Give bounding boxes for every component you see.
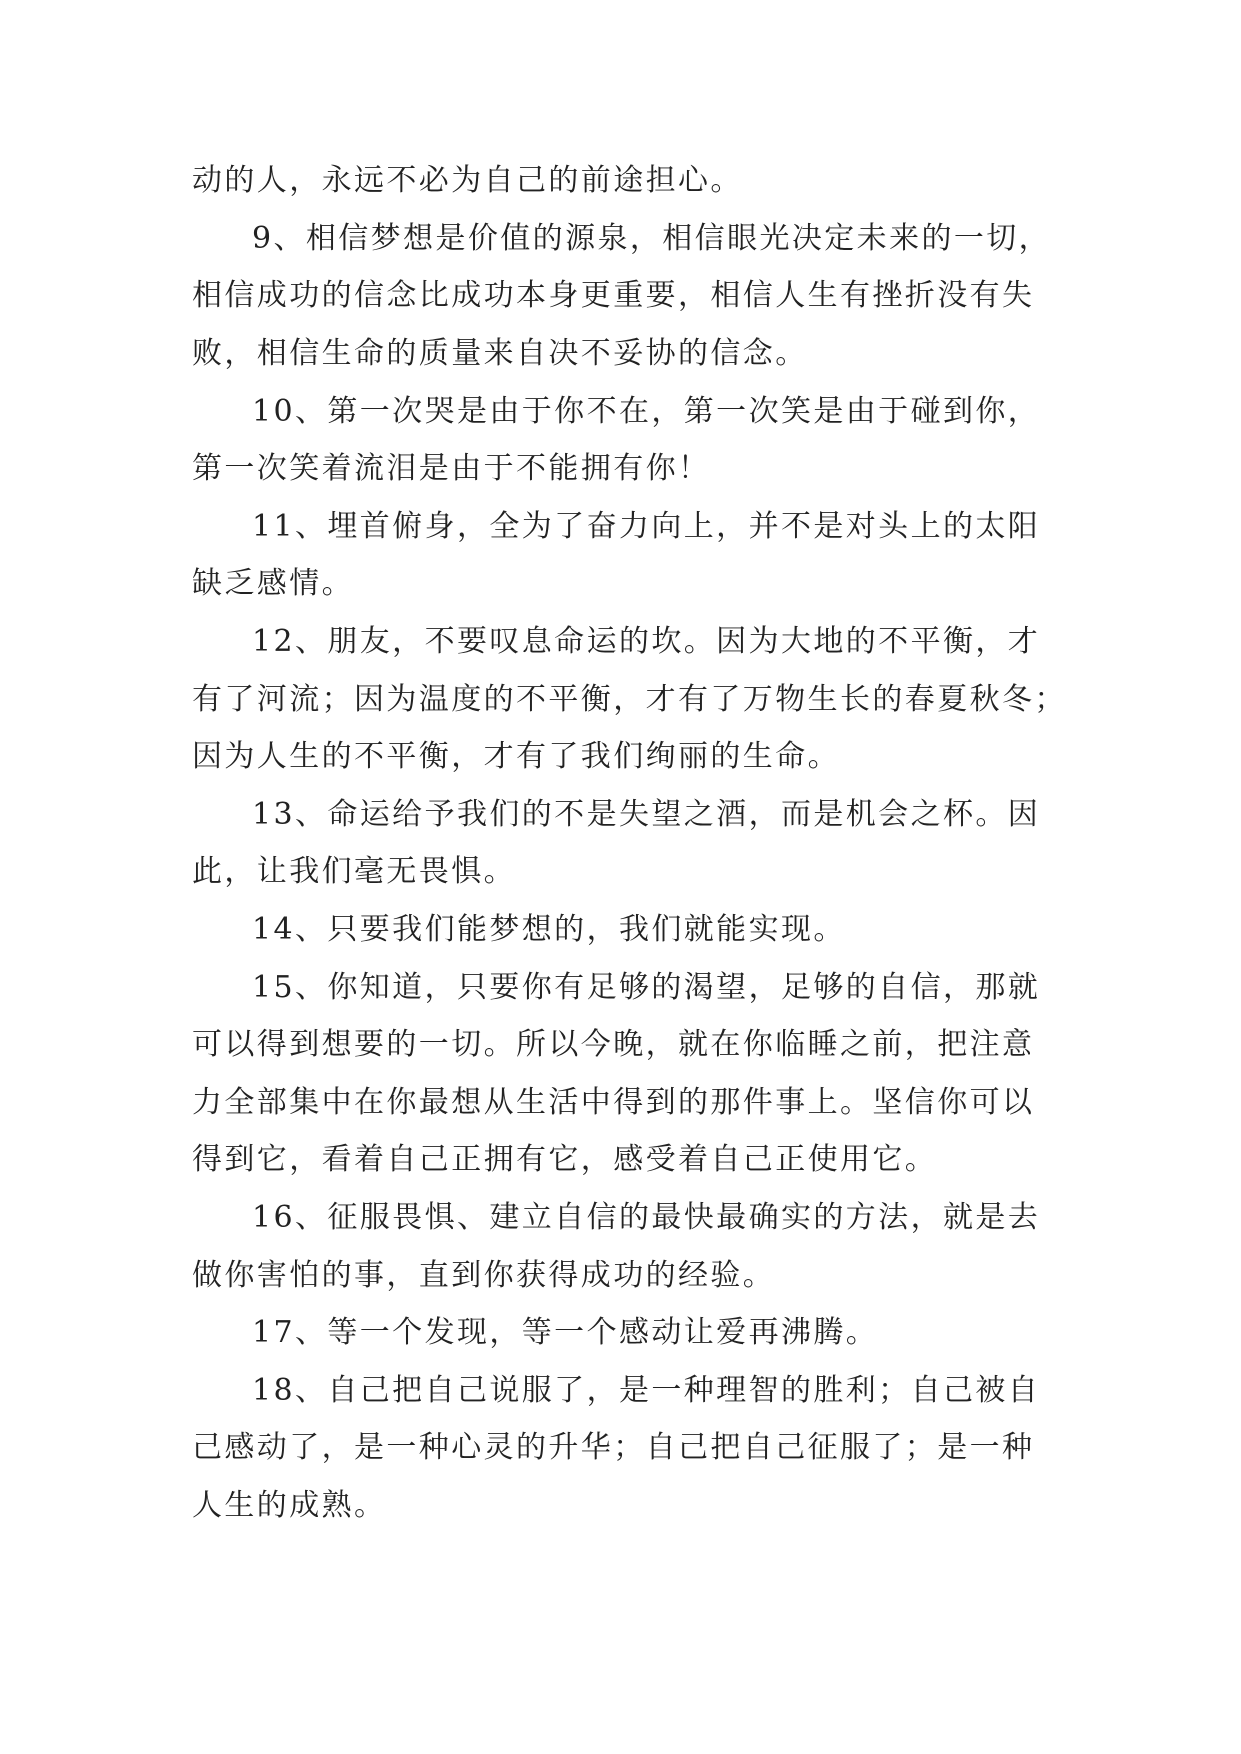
text-line: 缺乏感情。 — [192, 566, 354, 601]
text-line: 可以得到想要的一切。所以今晚，就在你临睡之前，把注意 — [192, 1027, 1035, 1062]
text-line: 得到它，看着自己正拥有它，感受着自己正使用它。 — [192, 1142, 938, 1177]
text-line: 18、自己把自己说服了，是一种理智的胜利；自己被自 — [252, 1373, 1041, 1408]
text-line: 9、相信梦想是价值的源泉，相信眼光决定未来的一切， — [252, 221, 1052, 256]
text-line: 12、朋友，不要叹息命运的坎。因为大地的不平衡，才 — [252, 624, 1041, 659]
text-line: 人生的成熟。 — [192, 1488, 387, 1523]
text-line: 15、你知道，只要你有足够的渴望，足够的自信，那就 — [252, 970, 1041, 1005]
text-line: 此，让我们毫无畏惧。 — [192, 854, 516, 889]
text-line: 10、第一次哭是由于你不在，第一次笑是由于碰到你， — [252, 394, 1041, 429]
text-line: 16、征服畏惧、建立自信的最快最确实的方法，就是去 — [252, 1200, 1041, 1235]
text-line: 第一次笑着流泪是由于不能拥有你！ — [192, 451, 711, 486]
text-line: 17、等一个发现，等一个感动让爱再沸腾。 — [252, 1315, 879, 1350]
text-line: 动的人，永远不必为自己的前途担心。 — [192, 163, 743, 198]
text-line: 败，相信生命的质量来自决不妥协的信念。 — [192, 336, 808, 371]
text-line: 相信成功的信念比成功本身更重要，相信人生有挫折没有失 — [192, 278, 1035, 313]
text-line: 14、只要我们能梦想的，我们就能实现。 — [252, 912, 846, 947]
text-line: 13、命运给予我们的不是失望之酒，而是机会之杯。因 — [252, 797, 1041, 832]
text-line: 11、埋首俯身，全为了奋力向上，并不是对头上的太阳 — [252, 509, 1041, 544]
text-line: 有了河流；因为温度的不平衡，才有了万物生长的春夏秋冬； — [192, 682, 1067, 717]
text-line: 力全部集中在你最想从生活中得到的那件事上。坚信你可以 — [192, 1085, 1035, 1120]
text-line: 己感动了，是一种心灵的升华；自己把自己征服了；是一种 — [192, 1430, 1035, 1465]
text-line: 做你害怕的事，直到你获得成功的经验。 — [192, 1258, 776, 1293]
text-line: 因为人生的不平衡，才有了我们绚丽的生命。 — [192, 739, 840, 774]
